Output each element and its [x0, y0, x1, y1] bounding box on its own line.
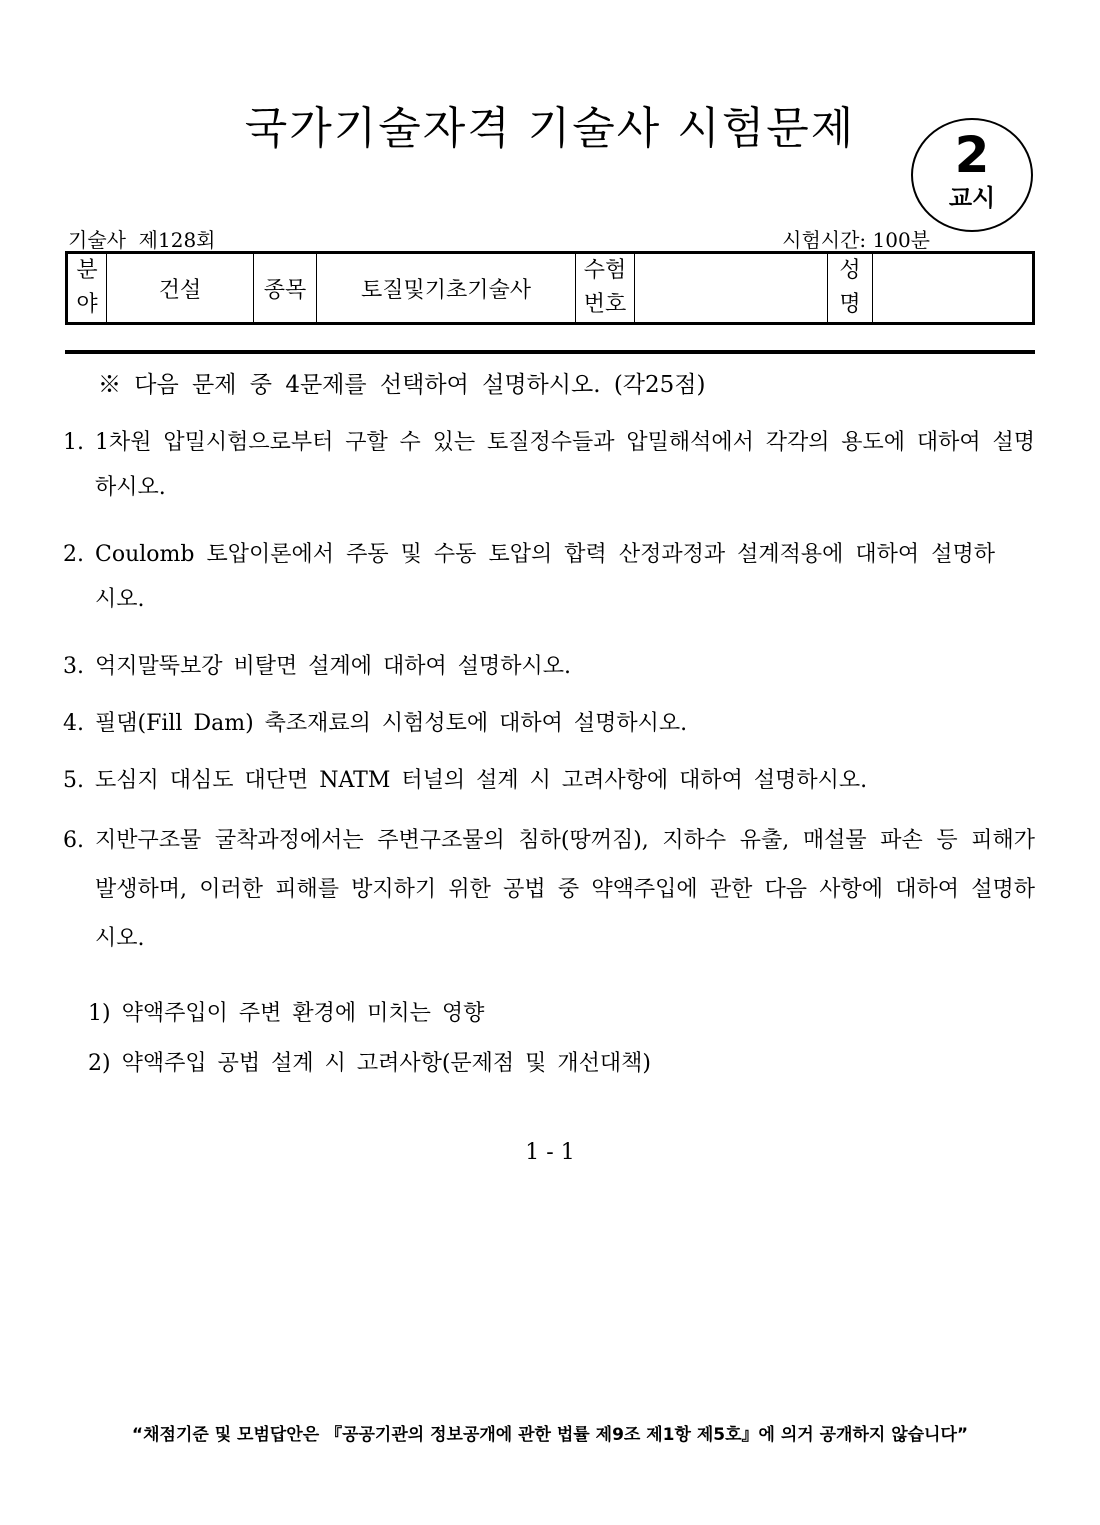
examinee-label-cell: [576, 253, 635, 324]
question-number: 4.: [63, 711, 84, 736]
question-number: 3.: [63, 654, 84, 679]
field-label-cell: [67, 253, 107, 324]
exam-title: 국가기술자격 기술사 시험문제: [244, 103, 856, 154]
exam-time: 시험시간: 100분: [782, 228, 930, 252]
question-item: [63, 532, 1035, 622]
category-label: 종목: [254, 253, 317, 324]
question-text: 억지말뚝보강 비탈면 설계에 대하여 설명하시오.: [95, 654, 572, 679]
field-value: 건설: [107, 253, 254, 324]
question-item: [63, 758, 1035, 803]
question-item: [63, 816, 1035, 963]
divider-rule: [65, 350, 1035, 354]
period-label: 교시: [948, 184, 996, 212]
instruction-text: ※ 다음 문제 중 4문제를 선택하여 설명하시오. (각25점): [98, 372, 706, 398]
examinee-label-top: 수험: [583, 258, 627, 283]
question-number: 5.: [63, 768, 84, 793]
exam-info-table: [65, 251, 1035, 325]
question-item: [63, 701, 1035, 746]
field-label-bottom: 야: [76, 292, 98, 317]
question-item: [63, 420, 1035, 510]
examinee-number-field[interactable]: [635, 253, 828, 324]
name-label-bottom: 명: [839, 292, 861, 317]
category-value: 토질및기초기술사: [317, 253, 576, 324]
question-text: Coulomb 토압이론에서 주동 및 수동 토압의 합력 산정과정과 설계적용에 대하여 설명하시오.: [95, 542, 995, 612]
disclosure-footer: “채점기준 및 모범답안은 『공공기관의 정보공개에 관한 법률 제9조 제1항 제5호』에 의거 공개하지 않습니다”: [131, 1425, 969, 1445]
page-number: 1 - 1: [525, 1140, 575, 1165]
name-field[interactable]: [873, 253, 1034, 324]
name-label-top: 성: [839, 258, 861, 283]
question-text: 지반구조물 굴착과정에서는 주변구조물의 침하(땅꺼짐), 지하수 유출, 매설물 파손 등 피해가 발생하며, 이러한 피해를 방지하기 위한 공법 중 약액주입에 관한 다음 사항에 대하여 설명하시오.: [95, 828, 1035, 951]
question-number: 2.: [63, 542, 84, 567]
sub-item: 1) 약액주입이 주변 환경에 미치는 영향: [88, 1001, 485, 1026]
question-number: 6.: [63, 828, 84, 853]
question-number: 1.: [63, 430, 84, 455]
question-item: [63, 644, 1035, 689]
question-text: 1차원 압밀시험으로부터 구할 수 있는 토질정수들과 압밀해석에서 각각의 용도에 대하여 설명하시오.: [95, 430, 1035, 500]
period-number: 2: [954, 126, 990, 184]
sub-item: 2) 약액주입 공법 설계 시 고려사항(문제점 및 개선대책): [88, 1051, 651, 1076]
period-badge: [911, 118, 1033, 232]
field-label-top: 분: [76, 258, 98, 283]
question-text: 도심지 대심도 대단면 NATM 터널의 설계 시 고려사항에 대하여 설명하시오.: [95, 768, 868, 793]
name-label-cell: [828, 253, 873, 324]
question-text: 필댐(Fill Dam) 축조재료의 시험성토에 대하여 설명하시오.: [95, 711, 688, 736]
exam-round: 기술사 제128회: [68, 228, 216, 252]
examinee-label-bottom: 번호: [583, 292, 627, 317]
